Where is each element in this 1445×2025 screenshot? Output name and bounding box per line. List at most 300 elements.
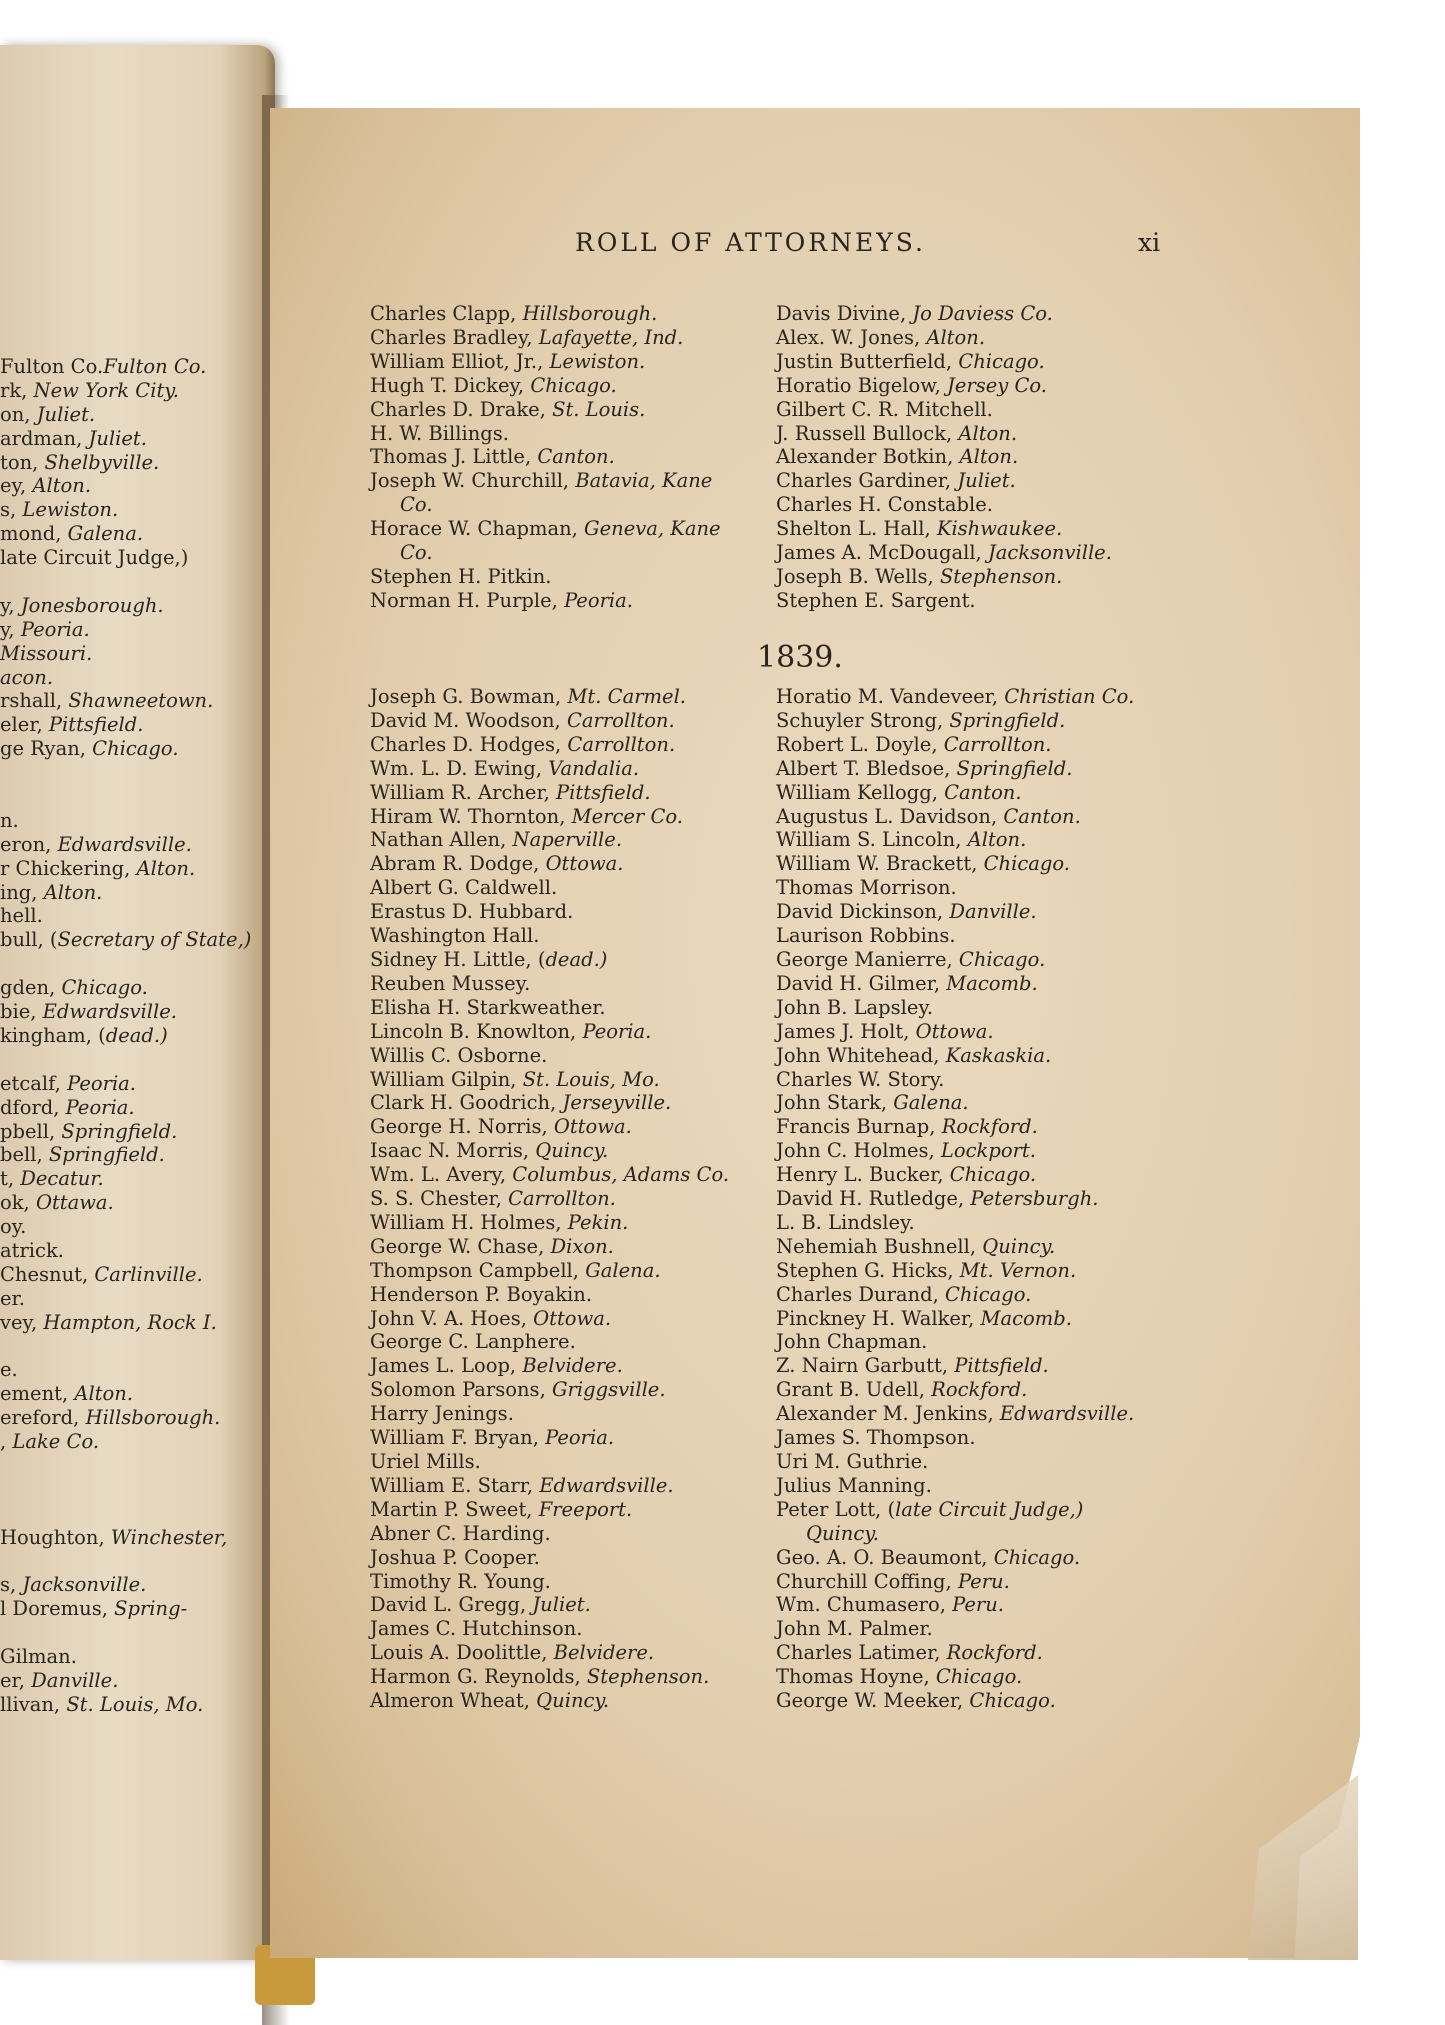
attorney-name: John Stark,	[776, 1091, 894, 1115]
left-page-line	[0, 1072, 275, 1096]
left-line-text: gden,	[0, 976, 62, 1000]
attorney-entry	[776, 1641, 1196, 1665]
attorney-entry	[776, 445, 1196, 469]
attorney-entry	[776, 948, 1196, 972]
left-line-text: t,	[0, 1167, 21, 1191]
left-line-text: Houghton,	[0, 1525, 111, 1549]
attorney-name: Joseph B. Wells,	[776, 564, 940, 588]
attorney-entry	[776, 1020, 1196, 1044]
left-page-line	[0, 928, 275, 952]
attorney-entry	[370, 1044, 790, 1068]
attorney-place: Christian Co.	[1004, 685, 1135, 708]
attorney-entry	[776, 1689, 1196, 1713]
attorney-place: Alton.	[959, 445, 1019, 469]
attorney-entry	[776, 1378, 1196, 1402]
left-page-line	[0, 761, 275, 785]
attorney-place: Jacksonville.	[987, 541, 1112, 565]
attorney-place: Co.	[400, 541, 433, 565]
attorney-entry	[776, 1044, 1196, 1068]
attorney-place: Vandalia.	[548, 756, 640, 780]
left-line-place: Ottawa.	[35, 1191, 114, 1215]
attorney-place: Naperville.	[512, 828, 623, 852]
attorney-place: Peoria.	[545, 1426, 615, 1450]
left-line-place: Alton.	[136, 856, 196, 880]
attorney-place: late Circuit Judge,)	[895, 1497, 1084, 1521]
attorney-entry	[370, 996, 790, 1020]
left-page-line	[0, 451, 275, 475]
attorney-name: Augustus L. Davidson,	[776, 804, 1004, 828]
attorney-place: Alton.	[967, 828, 1027, 852]
attorney-entry	[776, 1498, 1196, 1522]
left-line-place: Springfield.	[61, 1119, 178, 1143]
attorney-name: John C. Holmes,	[776, 1139, 941, 1163]
attorney-entry	[370, 1641, 790, 1665]
attorney-entry	[776, 685, 1196, 709]
attorney-entry	[370, 1426, 790, 1450]
attorney-entry	[776, 1283, 1196, 1307]
left-line-text: on,	[0, 402, 37, 426]
left-page-line	[0, 546, 275, 570]
left-page-line	[0, 1526, 275, 1550]
attorney-entry	[776, 1402, 1196, 1426]
attorney-place: Ottowa.	[533, 1306, 612, 1330]
left-line-text: y,	[0, 593, 21, 617]
attorney-name: Stephen H. Pitkin.	[370, 564, 552, 588]
left-line-place: Chicago.	[92, 737, 179, 761]
attorney-entry	[370, 1235, 790, 1259]
attorney-name: James A. McDougall,	[776, 541, 988, 565]
attorney-entry	[776, 493, 1196, 517]
attorney-entry	[776, 1211, 1196, 1235]
attorney-place: Chicago.	[983, 852, 1070, 876]
attorney-place: Macomb.	[980, 1306, 1072, 1330]
left-line-place: Peoria.	[67, 1071, 137, 1095]
left-line-place: Jacksonville.	[22, 1573, 147, 1597]
left-line-place: Juliet.	[36, 402, 96, 426]
attorney-name: Willis C. Osborne.	[370, 1043, 548, 1067]
left-line-text: ,	[0, 1430, 13, 1454]
left-page-line	[0, 737, 275, 761]
left-line-text: ing,	[0, 880, 44, 904]
attorney-entry	[776, 1450, 1196, 1474]
attorney-place: Stephenson.	[586, 1665, 710, 1689]
attorney-place: St. Louis, Mo.	[522, 1067, 660, 1091]
attorney-name: Solomon Parsons,	[370, 1378, 552, 1402]
attorney-place: Edwardsville.	[999, 1402, 1135, 1426]
attorney-entry	[370, 517, 790, 541]
attorney-name: Wm. L. Avery,	[370, 1163, 513, 1187]
left-line-place: acon.	[0, 665, 54, 689]
left-line-text: bell,	[0, 1143, 49, 1167]
attorney-name: Louis A. Doolittle,	[370, 1641, 554, 1665]
left-page-line	[0, 1645, 275, 1669]
left-line-place: Spring-	[114, 1597, 188, 1621]
entries-top-right	[776, 302, 1196, 613]
attorney-place: Peoria.	[564, 588, 633, 612]
attorney-name: Joseph G. Bowman,	[370, 685, 568, 708]
left-line-text: vey,	[0, 1310, 44, 1334]
attorney-entry	[776, 469, 1196, 493]
left-page-line	[0, 642, 275, 666]
left-line-place: Carlinville.	[94, 1262, 203, 1286]
attorney-name: Horatio Bigelow,	[776, 373, 948, 397]
attorney-entry	[776, 350, 1196, 374]
attorney-name: James S. Thompson.	[776, 1426, 976, 1450]
left-line-text: late Circuit Judge,)	[0, 546, 189, 570]
left-page-line	[0, 1311, 275, 1335]
attorney-entry	[370, 589, 790, 613]
left-page-line	[0, 1693, 275, 1717]
attorney-place: Columbus, Adams Co.	[512, 1163, 730, 1187]
attorney-place: Lewiston.	[549, 349, 646, 373]
left-page-line	[0, 881, 275, 905]
attorney-name: Elisha H. Starkweather.	[370, 995, 606, 1019]
attorney-entry	[370, 805, 790, 829]
attorney-name: Abram R. Dodge,	[370, 852, 546, 876]
attorney-name: Laurison Robbins.	[776, 924, 956, 948]
attorney-name: William Gilpin,	[370, 1067, 523, 1091]
attorney-place: Mt. Carmel.	[567, 685, 687, 708]
left-line-place: St. Louis, Mo.	[66, 1692, 204, 1716]
attorney-name: Thomas J. Little,	[370, 445, 538, 469]
attorney-place: Carrollton.	[943, 732, 1052, 756]
attorney-place: Pittsfield.	[954, 1354, 1049, 1378]
attorney-place: Pittsfield.	[556, 780, 651, 804]
entries-bottom-left	[370, 685, 790, 1713]
attorney-place: Ottowa.	[545, 852, 624, 876]
attorney-place: Peru.	[952, 1593, 1004, 1617]
attorney-name: Charles Latimer,	[776, 1641, 947, 1665]
attorney-name: Shelton L. Hall,	[776, 517, 937, 541]
attorney-name: John Whitehead,	[776, 1043, 946, 1067]
attorney-entry	[370, 1689, 790, 1713]
attorney-place: Griggsville.	[551, 1378, 666, 1402]
attorney-entry	[370, 398, 790, 422]
attorney-name: Henderson P. Boyakin.	[370, 1282, 593, 1306]
attorney-place: Rockford.	[931, 1378, 1028, 1402]
attorney-name: Almeron Wheat,	[370, 1689, 537, 1713]
left-page-line	[0, 1406, 275, 1430]
left-page-line	[0, 1454, 275, 1478]
attorney-name: William W. Brackett,	[776, 852, 984, 876]
attorney-entry	[370, 302, 790, 326]
left-page-line	[0, 355, 275, 379]
attorney-place: Chicago.	[530, 373, 617, 397]
attorney-place: Galena.	[893, 1091, 969, 1115]
left-page-line	[0, 1024, 275, 1048]
attorney-entry	[776, 374, 1196, 398]
left-page-line	[0, 666, 275, 690]
attorney-place: Belvidere.	[553, 1641, 655, 1665]
attorney-name: Uri M. Guthrie.	[776, 1450, 929, 1473]
attorney-place: Lockport.	[940, 1139, 1036, 1163]
left-line-place: Alton.	[32, 474, 92, 498]
attorney-place: Quincy.	[536, 1689, 610, 1713]
attorney-entry	[776, 589, 1196, 613]
attorney-name: Erastus D. Hubbard.	[370, 900, 574, 924]
attorney-place: Stephenson.	[939, 564, 1063, 588]
attorney-entry-continuation	[370, 541, 790, 565]
attorney-entry	[776, 1235, 1196, 1259]
left-line-text: bie,	[0, 1000, 43, 1024]
attorney-name: Abner C. Harding.	[370, 1521, 551, 1545]
left-line-place: dead.)	[105, 1023, 168, 1047]
left-page-line	[0, 713, 275, 737]
left-page-text	[0, 355, 275, 1717]
attorney-entry	[370, 828, 790, 852]
left-line-text: pbell,	[0, 1119, 62, 1143]
attorney-name: Julius Manning.	[776, 1473, 932, 1497]
left-page-line	[0, 952, 275, 976]
left-line-text: ge Ryan,	[0, 737, 93, 761]
page-title: ROLL OF ATTORNEYS.	[575, 228, 926, 257]
attorney-place: Rockford.	[946, 1641, 1043, 1665]
attorney-entry	[776, 1354, 1196, 1378]
attorney-entry	[370, 1091, 790, 1115]
attorney-name: Charles H. Constable.	[776, 493, 993, 517]
attorney-name: Schuyler Strong,	[776, 708, 950, 732]
attorney-entry	[370, 1211, 790, 1235]
attorney-entry	[776, 326, 1196, 350]
attorney-entry	[370, 1617, 790, 1641]
attorney-entry	[776, 565, 1196, 589]
attorney-place: Jerseyville.	[562, 1091, 672, 1115]
left-line-text: atrick.	[0, 1238, 64, 1262]
attorney-entry	[370, 685, 790, 709]
attorney-entry	[370, 326, 790, 350]
attorney-name: David M. Woodson,	[370, 708, 567, 732]
left-page-line	[0, 498, 275, 522]
attorney-name: Joshua P. Cooper.	[370, 1545, 540, 1569]
left-page	[0, 45, 275, 1960]
attorney-place: dead.)	[545, 947, 608, 971]
left-page-line	[0, 1143, 275, 1167]
left-line-text: ardman,	[0, 426, 89, 450]
attorney-name: Grant B. Udell,	[776, 1378, 932, 1402]
left-line-place: Missouri.	[0, 641, 93, 665]
left-line-text: hell.	[0, 904, 43, 928]
left-line-place: Edwardsville.	[42, 1000, 177, 1024]
left-line-place: Decatur.	[20, 1167, 104, 1191]
attorney-place: Danville.	[949, 900, 1037, 924]
attorney-place: Carrollton.	[566, 708, 675, 732]
attorney-name: George Manierre,	[776, 947, 959, 971]
left-line-text: s,	[0, 498, 23, 522]
attorney-entry	[776, 1617, 1196, 1641]
attorney-entry	[370, 1307, 790, 1331]
attorney-place: Chicago.	[945, 1282, 1032, 1306]
attorney-entry	[776, 517, 1196, 541]
attorney-place: Springfield.	[956, 756, 1073, 780]
attorney-name: Horatio M. Vandeveer,	[776, 685, 1005, 708]
attorney-name: Thomas Hoyne,	[776, 1665, 936, 1689]
left-page-line	[0, 1239, 275, 1263]
attorney-name: Washington Hall.	[370, 924, 540, 948]
attorney-name: Wm. L. D. Ewing,	[370, 756, 549, 780]
left-line-text: n.	[0, 808, 19, 832]
attorney-entry	[776, 1426, 1196, 1450]
attorney-name: Joseph W. Churchill,	[370, 469, 576, 493]
left-line-place: Lake Co.	[12, 1430, 100, 1454]
attorney-entry	[776, 996, 1196, 1020]
attorney-entry	[370, 1402, 790, 1426]
attorney-entry	[370, 445, 790, 469]
attorney-name: Isaac N. Morris,	[370, 1139, 536, 1163]
attorney-entry	[776, 398, 1196, 422]
attorney-place: Carrollton.	[567, 732, 676, 756]
attorney-name: Uriel Mills.	[370, 1450, 481, 1473]
left-page-line	[0, 904, 275, 928]
left-page-line	[0, 976, 275, 1000]
left-line-text: ereford,	[0, 1406, 86, 1430]
attorney-place: Galena.	[585, 1258, 661, 1282]
attorney-entry	[776, 1259, 1196, 1283]
left-line-place: Alton.	[74, 1382, 134, 1406]
attorney-name: Charles W. Story.	[776, 1067, 945, 1091]
attorney-place: Belvidere.	[522, 1354, 623, 1378]
attorney-place: Peoria.	[582, 1019, 652, 1043]
attorney-place: Ottowa.	[553, 1115, 632, 1139]
attorney-place: Lafayette, Ind.	[538, 325, 684, 349]
attorney-name: George W. Chase,	[370, 1234, 551, 1258]
attorney-entry	[776, 422, 1196, 446]
attorney-name: William Kellogg,	[776, 780, 945, 804]
attorney-name: Justin Butterfield,	[776, 349, 959, 373]
attorney-entry	[776, 972, 1196, 996]
attorney-entry	[776, 1187, 1196, 1211]
attorney-name: S. S. Chester,	[370, 1187, 509, 1211]
attorney-entry	[370, 1259, 790, 1283]
left-page-line	[0, 1215, 275, 1239]
attorney-place: Peru.	[957, 1569, 1010, 1593]
attorney-entry	[370, 757, 790, 781]
attorney-name: L. B. Lindsley.	[776, 1210, 915, 1234]
attorney-entry	[776, 876, 1196, 900]
left-page-line	[0, 522, 275, 546]
left-page-line	[0, 1000, 275, 1024]
attorney-entry	[776, 757, 1196, 781]
attorney-place: Jo Daviess Co.	[912, 302, 1053, 325]
attorney-entry	[776, 302, 1196, 326]
left-line-text: ok,	[0, 1191, 36, 1215]
attorney-place: Chicago.	[935, 1665, 1023, 1689]
attorney-name: J. Russell Bullock,	[776, 421, 959, 445]
attorney-place: Quincy.	[982, 1234, 1056, 1258]
attorney-name: David Dickinson,	[776, 900, 950, 924]
attorney-name: David L. Gregg,	[370, 1593, 533, 1617]
left-page-line	[0, 1120, 275, 1144]
left-page-line	[0, 857, 275, 881]
left-line-text: llivan,	[0, 1692, 67, 1716]
attorney-entry	[776, 828, 1196, 852]
attorney-name: George C. Lanphere.	[370, 1330, 576, 1354]
left-line-text: rshall,	[0, 689, 69, 713]
left-line-text: eron,	[0, 832, 58, 856]
left-line-text: er,	[0, 1668, 32, 1692]
attorney-place: Pekin.	[567, 1210, 629, 1234]
attorney-entry	[776, 733, 1196, 757]
attorney-name: Alex. W. Jones,	[776, 325, 927, 349]
attorney-name: H. W. Billings.	[370, 421, 509, 445]
left-page-line	[0, 1597, 275, 1621]
attorney-place: Carrollton.	[508, 1187, 616, 1211]
attorney-name: James C. Hutchinson.	[370, 1617, 583, 1641]
left-line-place: Alton.	[43, 880, 103, 904]
attorney-place: Macomb.	[946, 971, 1038, 995]
left-line-text: l Doremus,	[0, 1597, 115, 1621]
attorney-place: Alton.	[958, 421, 1018, 445]
attorney-entry	[776, 1068, 1196, 1092]
attorney-place: Petersburgh.	[970, 1187, 1099, 1211]
left-line-text: eler,	[0, 713, 49, 737]
attorney-entry	[776, 1665, 1196, 1689]
attorney-name: Harmon G. Reynolds,	[370, 1665, 587, 1689]
left-line-place: Jonesborough.	[20, 593, 164, 617]
left-line-place: Edwardsville.	[57, 832, 192, 856]
attorney-name: Reuben Mussey.	[370, 971, 531, 995]
attorney-name: Thomas Morrison.	[776, 876, 957, 900]
attorney-entry	[776, 1139, 1196, 1163]
attorney-entry	[370, 1068, 790, 1092]
attorney-entry	[776, 1330, 1196, 1354]
left-page-line	[0, 1167, 275, 1191]
attorney-entry	[370, 709, 790, 733]
attorney-name: Charles D. Drake,	[370, 397, 553, 421]
left-line-place: Juliet.	[88, 426, 147, 450]
attorney-place: Batavia, Kane	[575, 469, 713, 493]
left-line-text: oy.	[0, 1215, 27, 1239]
attorney-name: Stephen G. Hicks,	[776, 1258, 960, 1282]
attorney-place: Juliet.	[957, 469, 1016, 493]
attorney-name: David H. Gilmer,	[776, 971, 947, 995]
left-line-text: Gilman.	[0, 1645, 77, 1669]
attorney-entry-continuation	[370, 493, 790, 517]
attorney-place: Dixon.	[550, 1234, 614, 1258]
attorney-name: John B. Lapsley.	[776, 995, 934, 1019]
left-line-text: y,	[0, 617, 21, 641]
attorney-place: Mt. Vernon.	[959, 1258, 1077, 1282]
attorney-name: Albert T. Bledsoe,	[776, 756, 957, 780]
attorney-name: Gilbert C. R. Mitchell.	[776, 397, 993, 421]
left-line-place: Peoria.	[65, 1095, 135, 1119]
attorney-entry	[370, 350, 790, 374]
attorney-name: Nathan Allen,	[370, 828, 513, 852]
attorney-name: William Elliot, Jr.,	[370, 349, 550, 373]
attorney-place: Ottowa.	[915, 1019, 994, 1043]
left-line-text: r Chickering,	[0, 856, 137, 880]
attorney-name: George H. Norris,	[370, 1115, 554, 1139]
left-line-text: bull, (	[0, 928, 58, 952]
attorney-entry	[370, 972, 790, 996]
attorney-name: Charles Clapp,	[370, 302, 523, 325]
attorney-name: Charles Gardiner,	[776, 469, 958, 493]
attorney-entry	[370, 1330, 790, 1354]
left-line-text: ement,	[0, 1382, 75, 1406]
attorney-name: William E. Starr,	[370, 1473, 540, 1497]
left-line-place: Springfield.	[48, 1143, 165, 1167]
attorney-name: Alexander M. Jenkins,	[776, 1402, 1000, 1426]
attorney-entry	[370, 1115, 790, 1139]
left-line-text: dford,	[0, 1095, 66, 1119]
attorney-entry	[370, 565, 790, 589]
attorney-entry	[370, 422, 790, 446]
left-page-line	[0, 427, 275, 451]
attorney-entry	[370, 469, 790, 493]
left-page-line	[0, 379, 275, 403]
attorney-entry	[370, 1378, 790, 1402]
attorney-entry	[776, 541, 1196, 565]
left-page-line	[0, 1358, 275, 1382]
